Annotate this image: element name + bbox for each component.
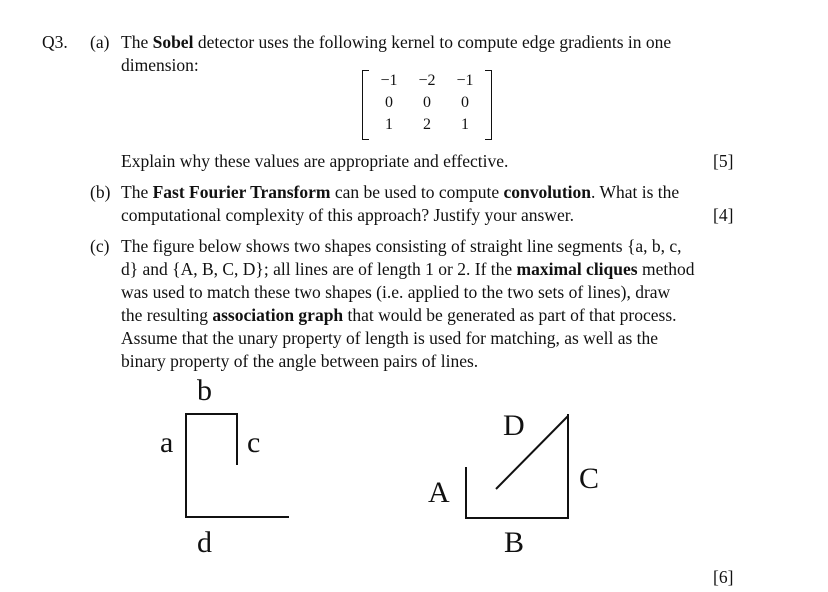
matrix-cell: 0 bbox=[423, 94, 431, 111]
shape1-label-a: a bbox=[160, 426, 174, 459]
part-a-label: (a) bbox=[90, 32, 110, 52]
part-c-line2-post: method bbox=[637, 259, 695, 279]
part-a-line1-post: detector uses the following kernel to compute edge gradients in one bbox=[193, 32, 672, 52]
part-b-line2: computational complexity of this approach? Justify your answer. bbox=[121, 205, 574, 225]
part-c-line4-post: that would be generated as part of that process. bbox=[343, 305, 677, 325]
matrix-cell: −1 bbox=[380, 72, 398, 89]
shape1-label-b: b bbox=[197, 374, 212, 407]
part-b-label: (b) bbox=[90, 182, 111, 202]
matrix-cell: −2 bbox=[418, 72, 436, 89]
matrix-cell: 0 bbox=[461, 94, 469, 111]
shape2-label-B: B bbox=[504, 526, 525, 559]
part-a-marks: [5] bbox=[713, 151, 734, 171]
part-b-bold-fft: Fast Fourier Transform bbox=[152, 182, 331, 202]
part-a-line2: dimension: bbox=[121, 55, 199, 75]
part-b-bold-convolution: convolution bbox=[503, 182, 592, 202]
matrix-cell: −1 bbox=[456, 72, 474, 89]
matrix-cell: 2 bbox=[423, 116, 431, 133]
shape1-label-d: d bbox=[197, 526, 212, 559]
part-c-line2-pre: d} and {A, B, C, D}; all lines are of length 1 or 2. If the bbox=[121, 259, 517, 279]
shape2-label-C: C bbox=[579, 462, 600, 495]
part-c-line6: binary property of the angle between pairs of lines. bbox=[121, 351, 479, 371]
matrix-cell: 1 bbox=[461, 116, 469, 133]
part-a-line1-bold: Sobel bbox=[152, 32, 194, 52]
shape1-label-c: c bbox=[247, 426, 261, 459]
part-b-line1-pre: The bbox=[121, 182, 153, 202]
part-a-explain: Explain why these values are appropriate and effective. bbox=[121, 151, 509, 171]
part-c-line1: The figure below shows two shapes consisting of straight line segments {a, b, c, bbox=[121, 236, 682, 256]
part-c-bold-maximal-cliques: maximal cliques bbox=[516, 259, 638, 279]
part-c-marks: [6] bbox=[713, 567, 734, 587]
shape2-label-A: A bbox=[428, 476, 450, 509]
part-b-line1-mid: can be used to compute bbox=[330, 182, 504, 202]
part-c-line3: was used to match these two shapes (i.e. applied to the two sets of lines), draw bbox=[121, 282, 671, 302]
part-c-line5: Assume that the unary property of length is used for matching, as well as the bbox=[121, 328, 659, 348]
part-c-bold-association-graph: association graph bbox=[212, 305, 344, 325]
question-number: Q3. bbox=[42, 32, 68, 52]
part-b-marks: [4] bbox=[713, 205, 734, 225]
matrix-cell: 0 bbox=[385, 94, 393, 111]
part-b-line1-post: . What is the bbox=[591, 182, 680, 202]
shape2-label-D: D bbox=[503, 409, 525, 442]
part-c-line4-pre: the resulting bbox=[121, 305, 213, 325]
part-a-line1-pre: The bbox=[121, 32, 153, 52]
matrix-cell: 1 bbox=[385, 116, 393, 133]
part-c-label: (c) bbox=[90, 236, 110, 256]
